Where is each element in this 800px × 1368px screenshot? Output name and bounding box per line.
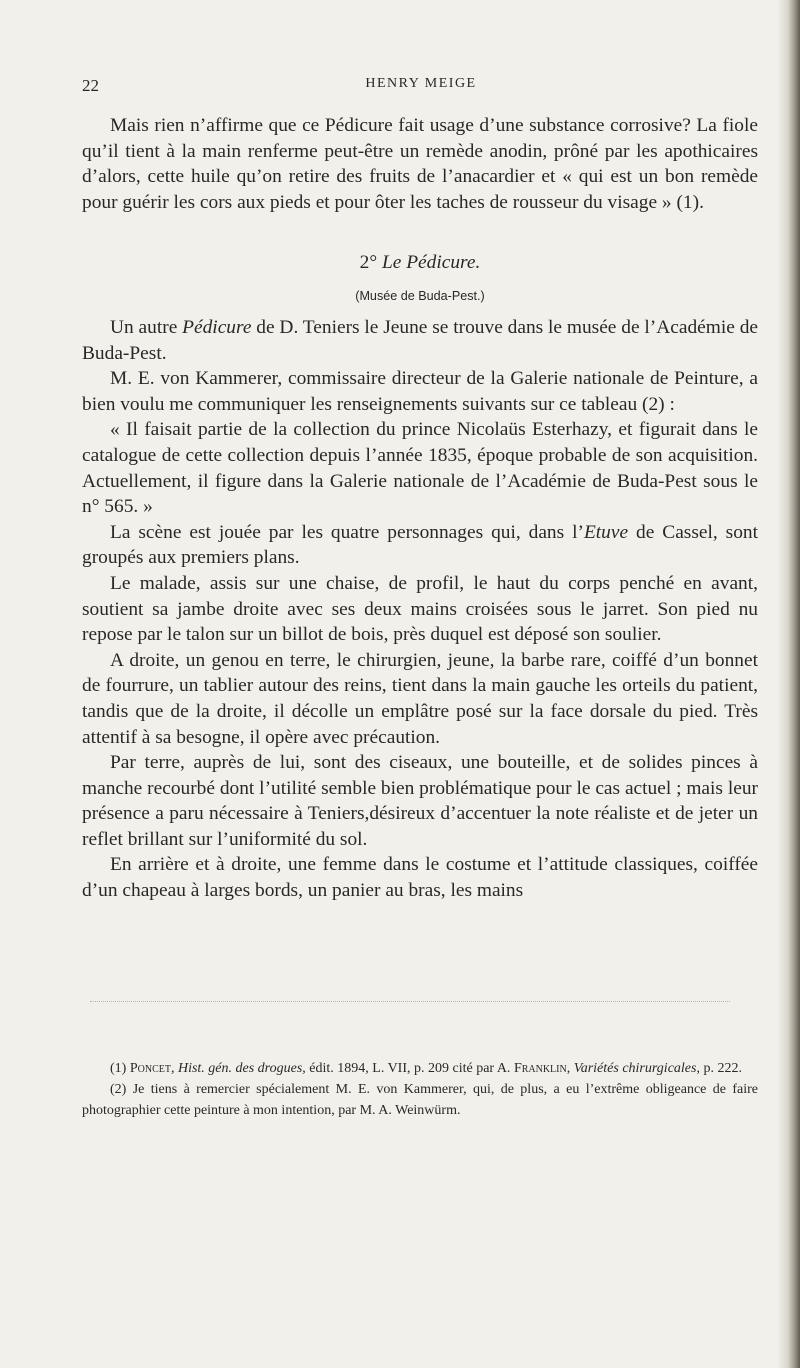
intro-paragraph: Mais rien n’affirme que ce Pédicure fait usage d’une substance corrosive? La fiole qu’il tient à la main renferme peut-être un remède anodin, prôné par les apothicaires d’alors, cette huile qu’on retire des fruits de l’anacardier et « qui est un bon remède pour guérir les cors aux pieds et pour ôter les taches de rousseur du visage » (1). <box>82 115 758 213</box>
footnote: (2) Je tiens à remercier spécialement M. E. von Kammerer, qui, de plus, a eu l’extrême obligeance de faire photographier cette peinture à mon intention, par M. A. Weinwürm. <box>82 1082 758 1118</box>
intro-paragraph-block <box>82 113 758 215</box>
paragraph: Un autre Pédicure de D. Teniers le Jeune se trouve dans le musée de l’Académie de Buda-Pest. <box>82 317 758 364</box>
paragraph: M. E. von Kammerer, commissaire directeur de la Galerie nationale de Peinture, a bien voulu me communiquer les renseignements suivants sur ce tableau (2) : <box>82 368 758 415</box>
page-edge-shadow <box>778 0 800 1368</box>
section-source: (Musée de Buda-Pest.) <box>355 289 485 303</box>
page-header <box>82 76 760 100</box>
section-title-text: Le Pédicure. <box>381 252 481 273</box>
main-text <box>82 315 758 904</box>
paragraph: A droite, un genou en terre, le chirurgien, jeune, la barbe rare, coiffé d’un bonnet de fourrure, un tablier autour des reins, tient dans la main gauche les orteils du patient, tandis que de la droite, il décolle un emplâtre posé sur la face dorsale du pied. Très attentif à sa besogne, il opère avec précaution. <box>82 649 758 748</box>
paragraph: « Il faisait partie de la collection du prince Nicolaüs Esterhazy, et figurait dans le catalogue de cette collection depuis l’année 1835, époque probable de son acquisition. Actuellement, il figure dans la Galerie nationale de l’Académie de Buda-Pest sous le n° 565. » <box>82 419 758 518</box>
paragraph: En arrière et à droite, une femme dans le costume et l’attitude classiques, coiffée d’un chapeau à larges bords, un panier au bras, les mains <box>82 854 758 902</box>
footnote: (1) Poncet, Hist. gén. des drogues, édit. 1894, L. VII, p. 209 cité par A. Franklin, Variétés chirurgicales, p. 222. <box>110 1061 742 1076</box>
paragraph: Le malade, assis sur une chaise, de profil, le haut du corps penché en avant, soutient sa jambe droite avec ses deux mains croisées sous le jarret. Son pied nu repose par le talon sur un billot de bois, près duquel est déposé son soulier. <box>82 572 758 646</box>
running-head: HENRY MEIGE <box>365 76 477 91</box>
footnotes <box>82 1058 758 1121</box>
page-number: 22 <box>82 76 99 95</box>
section-title <box>82 252 758 274</box>
paragraph: La scène est jouée par les quatre personnages qui, dans l’Etuve de Cassel, sont groupés aux premiers plans. <box>82 521 758 569</box>
footnote-divider <box>90 1001 730 1002</box>
paragraph: Par terre, auprès de lui, sont des ciseaux, une bouteille, et de solides pinces à manche recourbé dont l’utilité semble bien problématique pour le cas actuel ; mais leur présence a paru nécessaire à Teniers,désireux d’accentuer la note réaliste et de jeter un reflet brillant sur l’uniformité du sol. <box>82 752 758 850</box>
section-number: 2° <box>359 252 378 273</box>
